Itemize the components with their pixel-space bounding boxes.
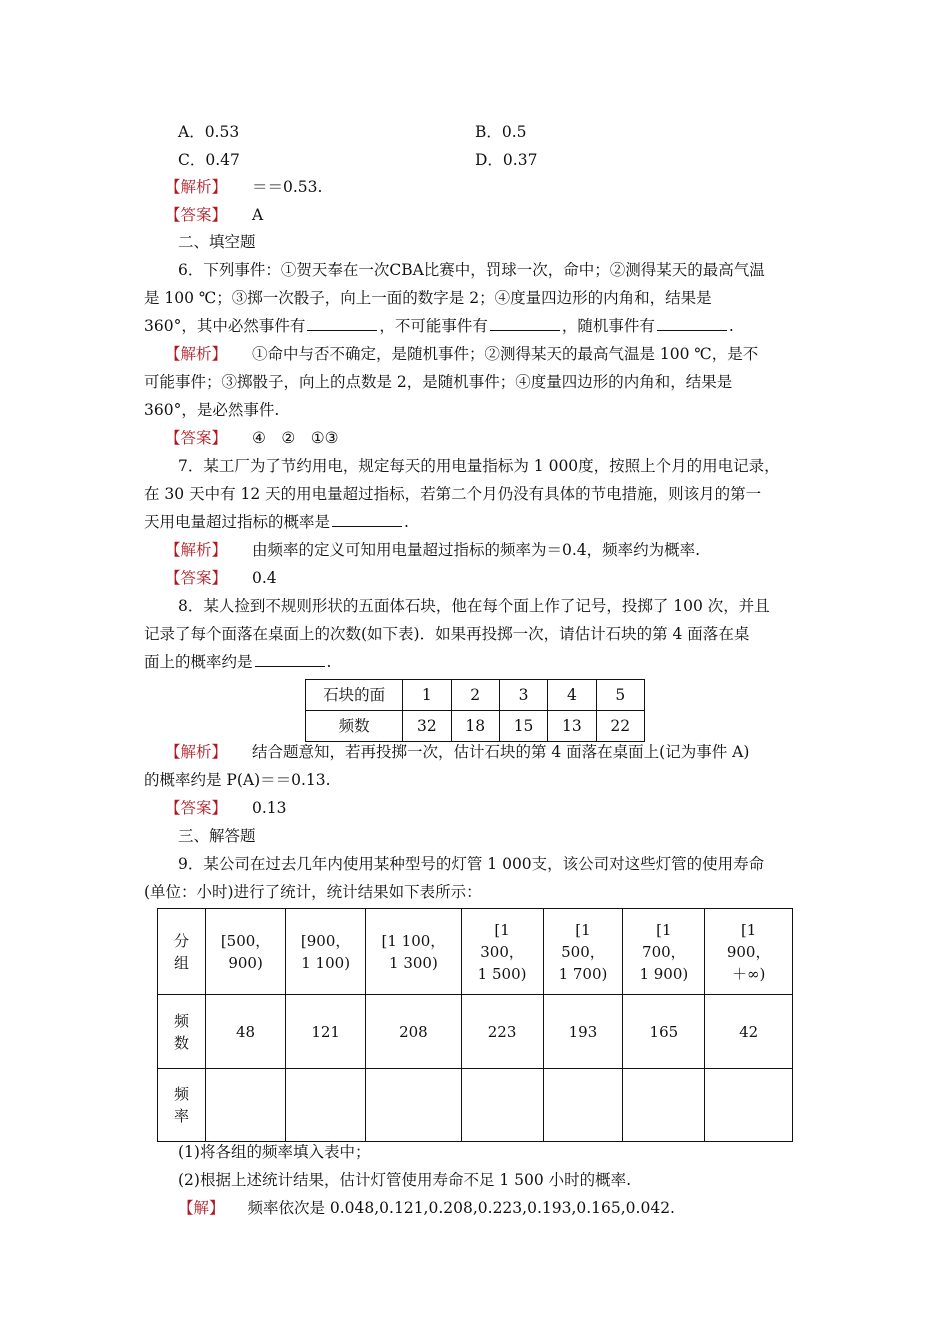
table-cell <box>206 909 286 995</box>
q6-text-a: 360°，其中必然事件有 <box>144 317 306 335</box>
cell-text: 分 <box>174 931 190 950</box>
cell-text: 1 700) <box>558 964 608 983</box>
table-cell-empty <box>286 1069 366 1142</box>
analysis-tag: 【解析】 <box>165 541 228 559</box>
blank <box>657 316 727 331</box>
cell-text: 1 900) <box>639 964 689 983</box>
q6-text-c: ，随机事件有 <box>561 317 655 335</box>
table-cell: 13 <box>548 711 596 742</box>
blank <box>255 652 325 667</box>
blank <box>490 316 560 331</box>
analysis-text: ①命中与否不确定，是随机事件；②测得某天的最高气温是 100 ℃，是不 <box>251 345 759 363</box>
analysis-tag: 【解析】 <box>165 743 228 761</box>
q9-sub2: (2)根据上述统计结果，估计灯管使用寿命不足 1 500 小时的概率. <box>178 1171 632 1189</box>
table-cell: 42 <box>705 995 793 1069</box>
q9-line1: 9．某公司在过去几年内使用某种型号的灯管 1 000支，该公司对这些灯管的使用寿命 <box>178 855 765 873</box>
option-d: D．0.37 <box>475 151 538 169</box>
q9-sub1: (1)将各组的频率填入表中； <box>178 1143 371 1161</box>
table-cell-empty <box>623 1069 705 1142</box>
table-cell-empty <box>705 1069 793 1142</box>
stone-face-table <box>305 679 645 742</box>
table-cell: 4 <box>548 680 596 711</box>
cell-text: [1 100， <box>381 931 446 950</box>
cell-text: 300， <box>480 942 524 961</box>
table-cell: 32 <box>403 711 451 742</box>
q8-line1: 8．某人捡到不规则形状的五面体石块，他在每个面上作了记号，投掷了 100 次，并且 <box>178 597 770 615</box>
q6-text-b: ，不可能事件有 <box>379 317 488 335</box>
q8-line3 <box>144 651 331 673</box>
table-cell: 1 <box>403 680 451 711</box>
table-cell <box>158 995 206 1069</box>
blank <box>332 512 402 527</box>
analysis-tag: 【解析】 <box>165 345 228 363</box>
answer-text: A <box>251 206 264 224</box>
cell-text: 700， <box>642 942 686 961</box>
cell-text: 500， <box>561 942 605 961</box>
table-cell: 频数 <box>306 711 403 742</box>
cell-text: 1 100) <box>301 953 351 972</box>
section-2-title: 二、填空题 <box>178 233 256 251</box>
table-cell: 48 <box>206 995 286 1069</box>
q6-analysis-line2: 可能事件；③掷骰子，向上的点数是 2，是随机事件；④度量四边形的内角和，结果是 <box>144 373 733 391</box>
analysis-text: 由频率的定义可知用电量超过指标的频率为＝0.4，频率约为概率. <box>251 541 701 559</box>
table-cell <box>158 909 206 995</box>
cell-text: [1 <box>740 920 757 939</box>
cell-text: 频 <box>174 1085 190 1103</box>
table-cell-empty <box>206 1069 286 1142</box>
answer-tag: 【答案】 <box>165 429 228 447</box>
q6-line3 <box>144 315 734 337</box>
analysis-text: ＝＝0.53. <box>251 178 323 196</box>
q6-analysis-line3: 360°，是必然事件. <box>144 401 280 419</box>
answer-tag: 【答案】 <box>165 799 228 817</box>
cell-text: 频 <box>174 1011 190 1030</box>
q5-analysis <box>165 176 322 198</box>
q7-line1: 7．某工厂为了节约用电，规定每天的用电量指标为 1 000度，按照上个月的用电记录， <box>178 457 780 475</box>
answer-text: 0.13 <box>251 799 287 817</box>
q8-analysis-line2: 的概率约是 P(A)＝＝0.13. <box>144 771 331 789</box>
table-cell-empty <box>543 1069 623 1142</box>
q8-line2: 记录了每个面落在桌面上的次数(如下表)．如果再投掷一次，请估计石块的第 4 面落在桌 <box>144 625 750 643</box>
analysis-tag: 【解析】 <box>165 178 228 196</box>
table-row <box>306 680 645 711</box>
answer-text: ④ ② ①③ <box>251 429 339 447</box>
cell-text: ＋∞) <box>731 964 766 983</box>
cell-text: 组 <box>174 953 190 972</box>
cell-text: 数 <box>174 1033 190 1052</box>
table-cell: 2 <box>451 680 499 711</box>
cell-text: [500， <box>220 931 271 950</box>
analysis-text: 结合题意知，若再投掷一次，估计石块的第 4 面落在桌面上(记为事件 A) <box>251 743 750 761</box>
table-cell <box>705 909 793 995</box>
answer-tag: 【答案】 <box>165 569 228 587</box>
q6-analysis-line1 <box>165 343 758 365</box>
q9-line2: (单位：小时)进行了统计，统计结果如下表所示： <box>144 883 482 901</box>
option-a: A．0.53 <box>178 123 240 141</box>
cell-text: 1 300) <box>389 953 438 972</box>
q9-solution <box>178 1197 675 1219</box>
table-cell: 22 <box>596 711 644 742</box>
section-3-title: 三、解答题 <box>178 827 256 845</box>
table-cell: 121 <box>286 995 366 1069</box>
q7-analysis <box>165 539 700 561</box>
q7-line3 <box>144 511 409 533</box>
solution-text: 频率依次是 0.048,0.121,0.208,0.223,0.193,0.165,0.042. <box>247 1199 675 1217</box>
cell-text: 率 <box>174 1107 190 1125</box>
q7-text-b: . <box>404 513 409 531</box>
cell-text: [1 <box>575 920 591 939</box>
table-cell: 18 <box>451 711 499 742</box>
table-row <box>158 1069 793 1142</box>
q8-answer <box>165 797 286 819</box>
table-cell <box>286 909 366 995</box>
blank <box>307 316 377 331</box>
q8-analysis-line1 <box>165 741 749 763</box>
q5-answer <box>165 204 263 226</box>
table-cell: 15 <box>499 711 547 742</box>
answer-tag: 【答案】 <box>165 206 228 224</box>
q6-line1: 6．下列事件：①贺天奉在一次CBA比赛中，罚球一次，命中；②测得某天的最高气温 <box>178 261 765 279</box>
table-cell-empty <box>366 1069 461 1142</box>
option-b: B．0.5 <box>475 123 527 141</box>
table-cell <box>366 909 461 995</box>
table-cell: 石块的面 <box>306 680 403 711</box>
table-cell-empty <box>461 1069 543 1142</box>
table-cell: 165 <box>623 995 705 1069</box>
answer-text: 0.4 <box>251 569 277 587</box>
q8-text-a: 面上的概率约是 <box>144 653 253 671</box>
lamp-life-table <box>157 908 793 1142</box>
cell-text: [900， <box>300 931 351 950</box>
q8-text-b: . <box>326 653 332 671</box>
table-cell: 3 <box>499 680 547 711</box>
cell-text: [1 <box>494 920 510 939</box>
table-row <box>158 995 793 1069</box>
table-row <box>158 909 793 995</box>
table-cell: 5 <box>596 680 644 711</box>
q6-line2: 是 100 ℃；③掷一次骰子，向上一面的数字是 2；④度量四边形的内角和，结果是 <box>144 289 712 307</box>
table-cell <box>543 909 623 995</box>
cell-text: 900， <box>726 942 771 961</box>
q7-line2: 在 30 天中有 12 天的用电量超过指标，若第二个月仍没有具体的节电措施，则该月的第一 <box>144 485 762 503</box>
table-cell: 223 <box>461 995 543 1069</box>
q6-answer <box>165 427 339 449</box>
solution-tag: 【解】 <box>178 1199 225 1217</box>
q6-text-d: . <box>728 317 734 335</box>
q7-answer <box>165 567 277 589</box>
cell-text: 900) <box>228 953 263 972</box>
table-cell <box>623 909 705 995</box>
table-row <box>306 711 645 742</box>
option-c: C．0.47 <box>178 151 240 169</box>
cell-text: [1 <box>656 920 672 939</box>
table-cell: 193 <box>543 995 623 1069</box>
q7-text-a: 天用电量超过指标的概率是 <box>144 513 331 531</box>
table-cell <box>158 1069 206 1142</box>
cell-text: 1 500) <box>477 964 527 983</box>
table-cell: 208 <box>366 995 461 1069</box>
table-cell <box>461 909 543 995</box>
